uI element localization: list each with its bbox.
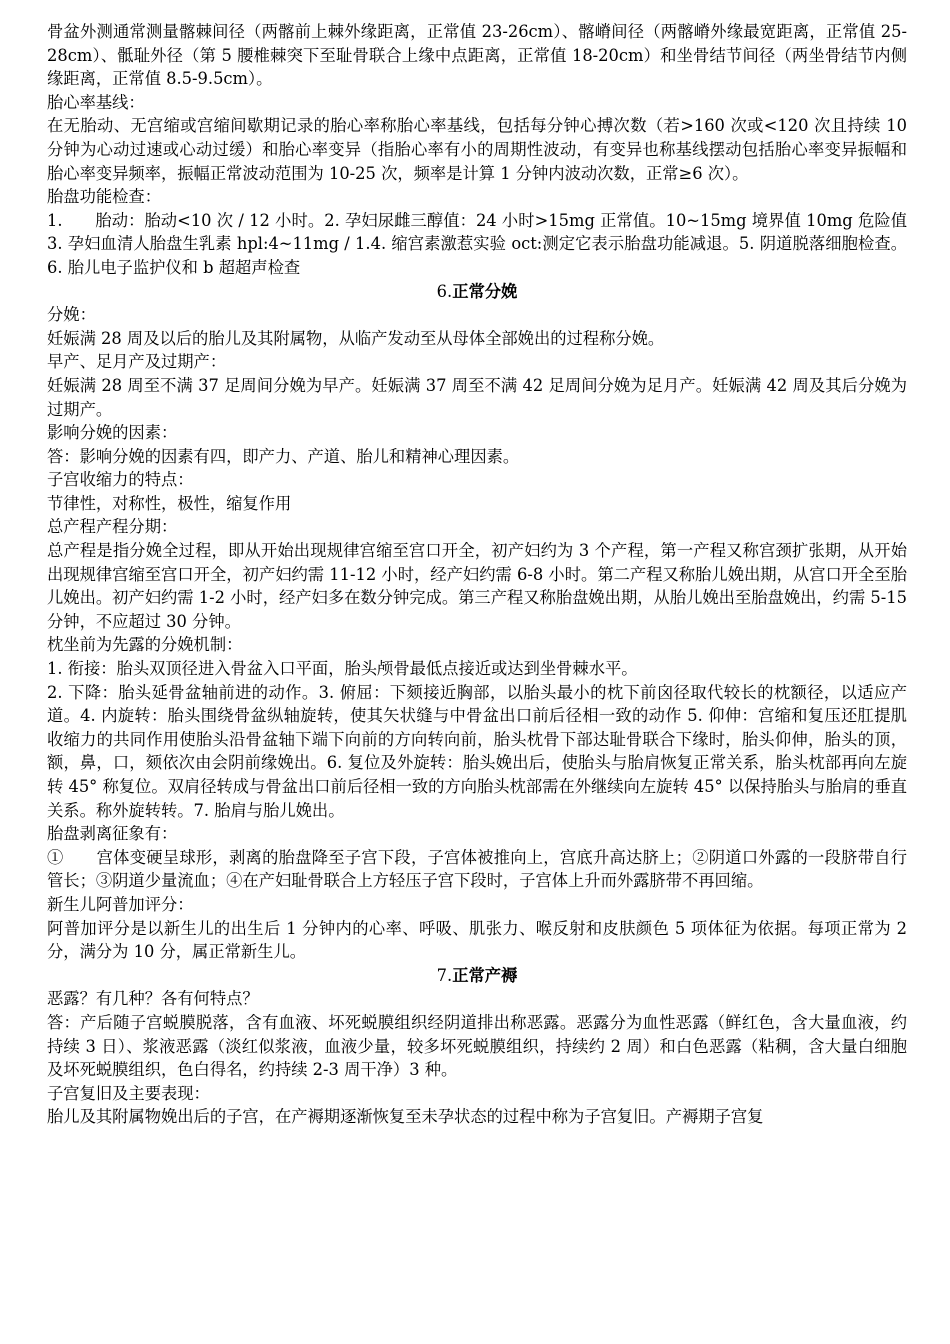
paragraph: ① 宫体变硬呈球形，剥离的胎盘降至子宫下段，子宫体被推向上，宫底升高达脐上；②阴道口外露的一段脐带自行管长；③阴道少量流血；④在产妇耻骨联合上方轻压子宫下段时，子宫体上升而外露脐带不再回缩。 xyxy=(47,847,907,891)
paragraph: 妊娠满 28 周及以后的胎儿及其附属物，从临产发动至从母体全部娩出的过程称分娩。 xyxy=(47,328,665,348)
paragraph: 新生儿阿普加评分： xyxy=(47,894,194,914)
paragraph: 胎盘功能检查： xyxy=(47,187,161,207)
paragraph: 答：产后随子宫蜕膜脱落，含有血液、坏死蜕膜组织经阴道排出称恶露。恶露分为血性恶露（鲜红色，含大量血液，约持续 3 日）、浆液恶露（淡红似浆液，血液少量，较多坏死蜕膜组织，持续约 2 周）和白色恶露（粘稠，含大量白细胞及坏死蜕膜组织，色白得名，约持续 2-3 周干净）3 种。 xyxy=(47,1012,907,1080)
paragraph: 1. 衔接：胎头双顶径进入骨盆入口平面，胎头颅骨最低点接近或达到坐骨棘水平。 xyxy=(47,659,638,679)
paragraph: 胎心率基线： xyxy=(47,92,145,112)
paragraph: 2. 下降：胎头延骨盆轴前进的动作。3. 俯屈：下颏接近胸部，以胎头最小的枕下前囟径取代较长的枕额径，以适应产道。4. 内旋转：胎头围绕骨盆纵轴旋转，使其矢状缝与中骨盆出口前后径相一致的动作 5. 仰伸：宫缩和复压还肛提肌收缩力的共同作用使胎头沿骨盆轴下端下向前的方向转向前，胎头枕骨下部达耻骨联合下缘时，胎头仰伸，胎头的顶，额，鼻，口，颏依次由会阴前缘娩出。6. 复位及外旋转：胎头娩出后，使胎头与胎肩恢复正常关系，胎头枕部再向左旋转 45° 称复位。双肩径转成与骨盆出口前后径相一致的方向胎头枕部需在外继续向左旋转 45° 以保持胎头与胎肩的垂直关系。称外旋转转。7. 胎肩与胎儿娩出。 xyxy=(47,682,907,820)
paragraph: 答：影响分娩的因素有四，即产力、产道、胎儿和精神心理因素。 xyxy=(47,446,520,466)
section-heading xyxy=(47,280,907,304)
paragraph: 阿普加评分是以新生儿的出生后 1 分钟内的心率、呼吸、肌张力、喉反射和皮肤颜色 5 项体征为依据。每项正常为 2 分，满分为 10 分，属正常新生儿。 xyxy=(47,918,907,962)
paragraph: 总产程产程分期： xyxy=(47,517,178,537)
document-body xyxy=(47,20,907,1129)
paragraph: 恶露？有几种？各有何特点？ xyxy=(47,989,259,1009)
section-title: 正常产褥 xyxy=(452,965,518,985)
section-heading xyxy=(47,964,907,988)
paragraph: 分娩： xyxy=(47,305,96,325)
paragraph: 在无胎动、无宫缩或宫缩间歇期记录的胎心率称胎心率基线，包括每分钟心搏次数（若>160 次或<120 次且持续 10 分钟为心动过速或心动过缓）和胎心率变异（指胎心率有小的周期性波动，有变异也称基线摆动包括胎心率变异振幅和胎心率变异频率，振幅正常波动范围为 10-25 次，频率是计算 1 分钟内波动次数，正常≥6 次）。 xyxy=(47,116,907,183)
paragraph: 子宫收缩力的特点： xyxy=(47,470,194,490)
paragraph: 妊娠满 28 周至不满 37 足周间分娩为早产。妊娠满 37 周至不满 42 足周间分娩为足月产。妊娠满 42 周及其后分娩为过期产。 xyxy=(47,375,907,419)
paragraph: 节律性，对称性，极性，缩复作用 xyxy=(47,493,292,513)
paragraph: 早产、足月产及过期产： xyxy=(47,352,227,372)
paragraph: 子宫复旧及主要表现： xyxy=(47,1083,210,1103)
paragraph: 胎儿及其附属物娩出后的子宫，在产褥期逐渐恢复至未孕状态的过程中称为子宫复旧。产褥期子宫复 xyxy=(47,1107,764,1127)
section-number: 6. xyxy=(436,281,453,301)
paragraph: 1. 胎动：胎动<10 次 / 12 小时。2. 孕妇尿雌三醇值：24 小时>15mg 正常值。10~15mg 境界值 10mg 危险值 3. 孕妇血清人胎盘生乳素 hpl:4~11mg / 1.4. 缩宫素激惹实验 oct:测定它表示胎盘功能减退。5. 阴道脱落细胞检查。6. 胎儿电子监护仪和 b 超超声检查 xyxy=(47,210,907,277)
paragraph: 总产程是指分娩全过程，即从开始出现规律宫缩至宫口开全，初产妇约为 3 个产程，第一产程又称宫颈扩张期，从开始出现规律宫缩至宫口开全，初产妇约需 11-12 小时，经产妇约需 6-8 小时。第二产程又称胎儿娩出期，从宫口开全至胎儿娩出。初产妇约需 1-2 小时，经产妇多在数分钟完成。第三产程又称胎盘娩出期，从胎儿娩出至胎盘娩出，约需 5-15 分钟，不应超过 30 分钟。 xyxy=(47,541,907,631)
section-title: 正常分娩 xyxy=(452,281,518,301)
paragraph: 骨盆外测通常测量髂棘间径（两髂前上棘外缘距离，正常值 23-26cm）、髂嵴间径（两髂嵴外缘最宽距离，正常值 25-28cm）、骶耻外径（第 5 腰椎棘突下至耻骨联合上缘中点距离，正常值 18-20cm）和坐骨结节间径（两坐骨结节内侧缘距离，正常值 8.5-9.5cm）。 xyxy=(47,22,907,89)
section-number: 7. xyxy=(436,965,453,985)
paragraph: 胎盘剥离征象有： xyxy=(47,824,178,844)
paragraph: 影响分娩的因素： xyxy=(47,423,178,443)
paragraph: 枕坐前为先露的分娩机制： xyxy=(47,635,243,655)
